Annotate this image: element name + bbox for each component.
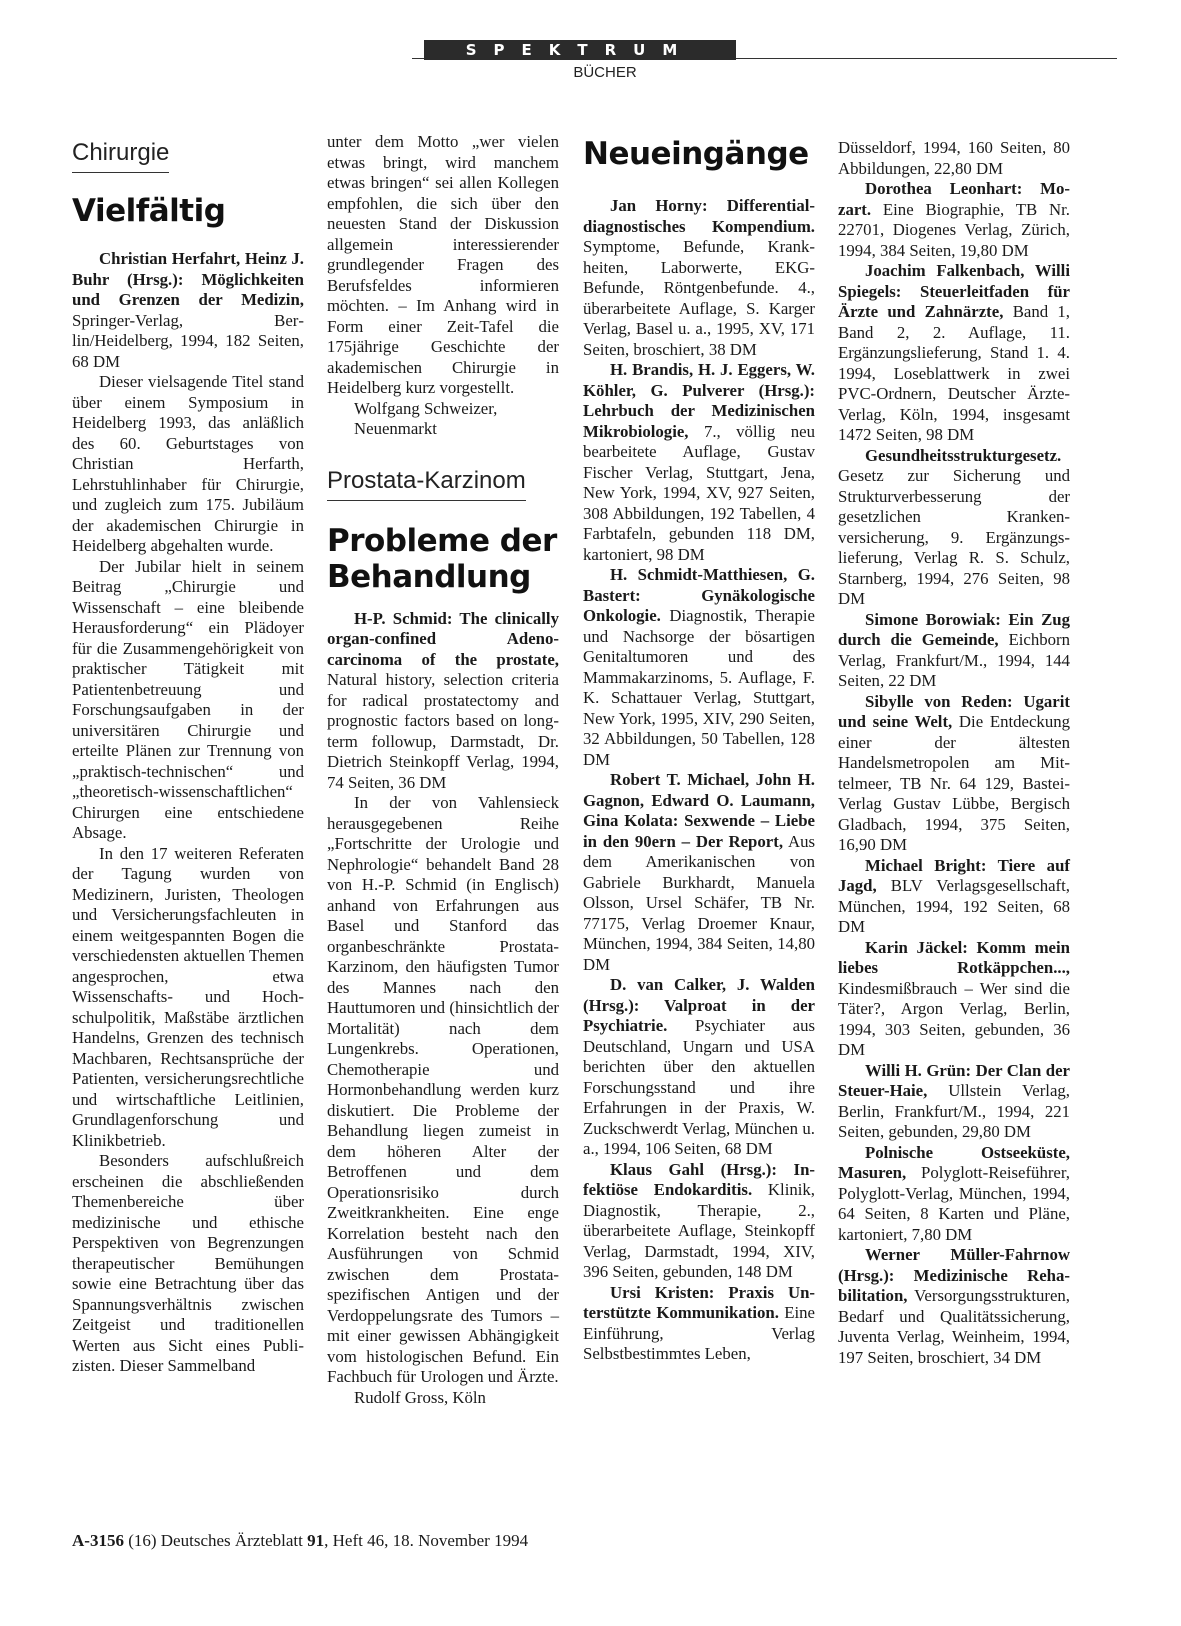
book-entry-title: D. van Calker, J. Walden (Hrsg.): Valproat in der Psychiatrie. [583, 975, 815, 1035]
book-reference [327, 609, 559, 794]
article-2-kicker-wrap [327, 466, 559, 501]
book-entry-title: Sibylle von Reden: Ugarit und seine Welt, [838, 691, 1070, 731]
book-entry-details: 7., völlig neu bearbeitete Auflage, Gustav Fischer Verlag, Stuttgart, Jena, New York, 1994, XV, 927 Seiten, 308 Abbildungen, 192 Tabellen, 4 Farbtafeln, gebunden 118 DM, kartoniert, 98 DM [583, 421, 815, 564]
book-entry [583, 565, 815, 770]
book-entry-details: Gesetz zur Sicherung und Strukturverbesserung der gesetzlichen Krankenversicherung, 9. Ergänzungslieferung, Verlag R. S. Schulz, Starnberg, 1994, 276 Seiten, 98 DM [838, 466, 1070, 608]
journal-volume: 91 [307, 1531, 325, 1550]
book-entry-details: Eine Biographie, TB Nr. 22701, Diogenes Verlag, Zürich, 1994, 384 Seiten, 19,80 DM [838, 199, 1070, 260]
book-entry-title: Werner Müller-Fahrnow (Hrsg.): Medizinische Rehabilitation, [838, 1245, 1070, 1305]
section-banner: SPEKTRUM [424, 40, 736, 60]
book-reference-title: H-P. Schmid: The clinically organ-confined Adenocarcinoma of the prostate, [327, 608, 559, 669]
book-entry-details: Eine Einführung, Verlag Selbstbestimmtes Leben, [583, 1303, 815, 1363]
book-entry-details: Die Entdeckung einer der ältesten Handelsmetropolen am Mittelmeer, TB Nr. 64 129, Bastei-Verlag Gustav Lübbe, Bergisch Gladbach, 1994, 375 Seiten, 16,90 DM [838, 712, 1070, 854]
book-entry [583, 196, 815, 360]
book-entry-title: Gesundheitsstrukturgesetz. [865, 445, 1062, 465]
paragraph: In der von Vahlensieck herausgegebenen Reihe „Fortschritte der Urologie und Nephrologie“ behandelt Band 28 von H.-P. Schmid (in Englisch) anhand von Erfahrungen aus Basel und Stanford das organbeschränkte Prostata-Karzinom, den häufigsten Tumor des Mannes nach den Hauttumoren und (hinsichtlich der Mortalität) nach dem Lungenkrebs. Operationen, Chemotherapie und Hormonbehandlung werden kurz diskutiert. Die Probleme der Behandlung liegen zumeist in dem höheren Alter der Betroffenen und dem Operationsrisiko durch Zweitkrankheiten. Eine enge Korrelation besteht nach den Ausführungen von Schmid zwischen dem Prostata-spezifischen Antigen und der Verdoppelungsrate des Tumors – mit einer gewissen Abhängigkeit vom histologischen Befund. Ein Fachbuch für Urologen und Ärzte. [327, 793, 559, 1386]
book-entry [838, 446, 1070, 610]
book-entry-details: Polyglott-Reiseführer, Polyglott-Verlag, München, 1994, 64 Seiten, 8 Karten und Pläne, kartoniert, 7,80 DM [838, 1163, 1070, 1244]
book-entry-title: H. Schmidt-Matthiesen, G. Bastert: Gynäkologische Onkologie. [583, 565, 815, 625]
book-reference-details: Natural history, selection criteria for radical prostatectomy and prognostic factors based on long-term followup, Darmstadt, Dr. Dietrich Steinkopff Verlag, 1994, 74 Seiten, 36 DM [327, 670, 559, 792]
column-2 [327, 132, 559, 1408]
column-1 [72, 138, 304, 1377]
book-reference-title: Christian Herfahrt, Heinz J. Buhr (Hrsg.): Möglichkeiten und Grenzen der Medizin, [72, 249, 304, 309]
article-title: Vielfältig [72, 193, 226, 229]
book-entry-title: Simone Borowiak: Ein Zug durch die Gemeinde, [838, 609, 1070, 649]
book-entry-title: Polnische Ostseeküste, Masuren, [838, 1142, 1070, 1182]
book-entry-details: Kindesmißbrauch – Wer sind die Täter?, Argon Verlag, Berlin, 1994, 303 Seiten, gebunden, 36 DM [838, 978, 1070, 1059]
book-entry [583, 1283, 815, 1365]
book-entry [838, 1061, 1070, 1143]
article-kicker: Chirurgie [72, 138, 169, 173]
paragraph: Der Jubilar hielt in seinem Beitrag „Chirurgie und Wissenschaft – eine bleibende Herausforderung“ ein Plädoyer für die Zusammengehörigkeit von praktischer Tätigkeit mit Patientenbetreuung und Forschungsaufgaben in der universitären Chirurgie und erteilte Plänen zur Trennung von „praktisch-technischen“ und „theoretisch-wissenschaftlichen“ Chirurgen eine entschiedene Absage. [72, 556, 304, 842]
book-entry-title: Jan Horny: Differentialdiagnostisches Kompendium. [583, 196, 815, 236]
book-reference [72, 249, 304, 372]
article-kicker: Prostata-Karzinom [327, 466, 526, 501]
issue-info: , Heft 46, 18. November 1994 [324, 1531, 529, 1550]
book-entry-details: Band 1, Band 2, 2. Auflage, 11. Ergänzungslieferung, Stand 1. 4. 1994, Loseblattwerk in zwei PVC-Ordnern, Deutscher Ärzte-Verlag, Köln, 1994, insgesamt 1472 Seiten, 98 DM [838, 302, 1070, 444]
book-entry [838, 261, 1070, 446]
paragraph: Besonders aufschlußreich erscheinen die abschließenden Themenbereiche über medizinische und ethische Perspektiven von Begrenzungen therapeutischer Bemühungen sowie eine Betrachtung über das Spannungsverhältnis zwischen Zeitgeist und traditionellen Werten aus Sicht eines Publizisten. Dieser Sammelband [72, 1151, 304, 1375]
book-entry-title: Willi H. Grün: Der Clan der Steuer-Haie, [838, 1060, 1070, 1100]
page-footer [72, 1531, 528, 1551]
book-entry [583, 1160, 815, 1283]
book-entry-details: Ullstein Verlag, Berlin, Frankfurt/M., 1994, 221 Seiten, gebunden, 29,80 DM [838, 1081, 1070, 1141]
book-entry-title: Dorothea Leonhart: Mozart. [838, 179, 1070, 219]
book-entry-details: Klinik, Diagnostik, Therapie, 2., überarbeitete Auflage, Steinkopff Verlag, Darmstadt, 1994, XIV, 396 Seiten, gebunden, 148 DM [583, 1180, 815, 1281]
article-title-line: Probleme der [327, 522, 557, 559]
book-entry-details: Aus dem Amerikanischen von Gabriele Burkhardt, Manuela Olsson, Ursel Schäfer, TB Nr. 77175, Verlag Droemer Knaur, München, 1994, 384 Seiten, 14,80 DM [583, 831, 815, 974]
book-entry [838, 1245, 1070, 1368]
book-entry-details: Psychiater aus Deutschland, Ungarn und USA berichten über den aktuellen Forschungsstand und ihre Erfahrungen in der Praxis, W. Zuckschwerdt Verlag, München u. a., 1994, 106 Seiten, 68 DM [583, 1016, 815, 1158]
section-label: BÜCHER [573, 64, 637, 81]
book-entry [838, 179, 1070, 261]
book-entry [583, 975, 815, 1160]
book-entry-title: H. Brandis, H. J. Eggers, W. Köhler, G. Pulverer (Hrsg.): Lehrbuch der Medizinischen Mikrobiologie, [583, 360, 815, 441]
paragraph: In den 17 weiteren Referaten der Tagung wurden von Medizinern, Juristen, Theologen und Versicherungsfachleuten in einem weitgespannten Bogen die verschiedensten aktuellen Themen angesprochen, etwa Wissenschafts- und Hochschulpolitik, Maßstäbe ärztlichen Handelns, Grenzen des technisch Machbaren, Rechtsansprüche der Patienten, versicherungsrechtliche und wirtschaftliche Leitlinien, Grundlagenforschung und Klinikbetrieb. [72, 843, 304, 1150]
reviewer-name: Rudolf Gross, Köln [354, 1387, 486, 1407]
column-4 [838, 138, 1070, 1368]
paragraph: Dieser vielsagende Titel stand über einem Symposium in Heidelberg 1993, das anläßlich des 60. Geburtstages von Christian Herfarth, Lehrstuhlinhaber für Chirurgie, und zugleich zum 175. Jubiläum der akademischen Chirurgie in Heidelberg abgehalten wurde. [72, 372, 304, 555]
reviewer-place: Neuenmarkt [354, 419, 437, 438]
book-entry [838, 856, 1070, 938]
book-entry [583, 770, 815, 975]
book-entry-details: Eichborn Verlag, Frankfurt/M., 1994, 144 Seiten, 22 DM [838, 630, 1070, 690]
book-entry-details: Versorgungsstrukturen, Bedarf und Qualitätssicherung, Juventa Verlag, Weinheim, 1994, 197 Seiten, broschiert, 34 DM [838, 1286, 1070, 1367]
book-entry [838, 692, 1070, 856]
page-number: (16) [128, 1531, 157, 1550]
book-entry-details: Diagnostik, Therapie und Nachsorge der bösartigen Genitaltumoren und des Mammakarzinoms, 5. Auflage, F. K. Schattauer Verlag, Stuttgart, New York, 1995, XIV, 290 Seiten, 32 Abbildungen, 50 Tabellen, 128 DM [583, 606, 815, 769]
book-reference-details: Springer-Verlag, Berlin/Heidelberg, 1994, 182 Seiten, 68 DM [72, 310, 304, 371]
book-entry-title: Michael Bright: Tiere auf Jagd, [838, 855, 1070, 895]
book-entry-details: BLV Verlagsgesellschaft, München, 1994, 192 Seiten, 68 DM [838, 876, 1070, 936]
book-entry [838, 1143, 1070, 1246]
paragraph: unter dem Motto „wer vielen etwas bringt, wird manchem etwas bringen“ sei allen Kollegen empfohlen, die sich über den neuesten Stand der Diskussion allgemein interessierender grundlegender Fragen des Berufsfeldes informieren möchten. – Im Anhang wird in Form einer Zeit-Tafel die 175jährige Geschichte der akademischen Chirurgie in Heidelberg kurz vorgestellt. [327, 132, 559, 397]
journal-name: Deutsches Ärzteblatt [160, 1531, 303, 1550]
book-entry [583, 360, 815, 565]
article-title-line: Behandlung [327, 558, 531, 595]
article-title: Neueingänge [583, 136, 809, 172]
book-entry [838, 610, 1070, 692]
book-entry-title: Joachim Falkenbach, Willi Spiegels: Steuerleitfaden für Ärzte und Zahnärzte, [838, 261, 1070, 321]
new-books-list [583, 196, 815, 1365]
article-2-title [327, 523, 559, 595]
book-entry-continuation: Düsseldorf, 1994, 160 Seiten, 80 Abbildungen, 22,80 DM [838, 138, 1070, 178]
book-entry-details: Symptome, Befunde, Krankheiten, Laborwerte, EKG-Befunde, Röntgenbefunde. 4., überarbeitete Auflage, S. Karger Verlag, Basel u. a., 1995, XV, 171 Seiten, broschiert, 38 DM [583, 237, 815, 359]
book-entry-title: Robert T. Michael, John H. Gagnon, Edward O. Laumann, Gina Kolata: Sexwende – Liebe in den 90ern – Der Report, [583, 770, 815, 851]
column-3 [583, 138, 815, 1365]
page-code: A-3156 [72, 1531, 124, 1550]
book-entry-title: Klaus Gahl (Hrsg.): Infektiöse Endokarditis. [583, 1159, 815, 1199]
book-entry [838, 938, 1070, 1061]
reviewer-name: Wolfgang Schweizer, [354, 398, 498, 418]
book-entry-title: Ursi Kristen: Praxis Unterstützte Kommunikation. [583, 1282, 815, 1322]
book-entry-title: Karin Jäckel: Komm mein liebes Rotkäppchen..., [838, 937, 1070, 977]
